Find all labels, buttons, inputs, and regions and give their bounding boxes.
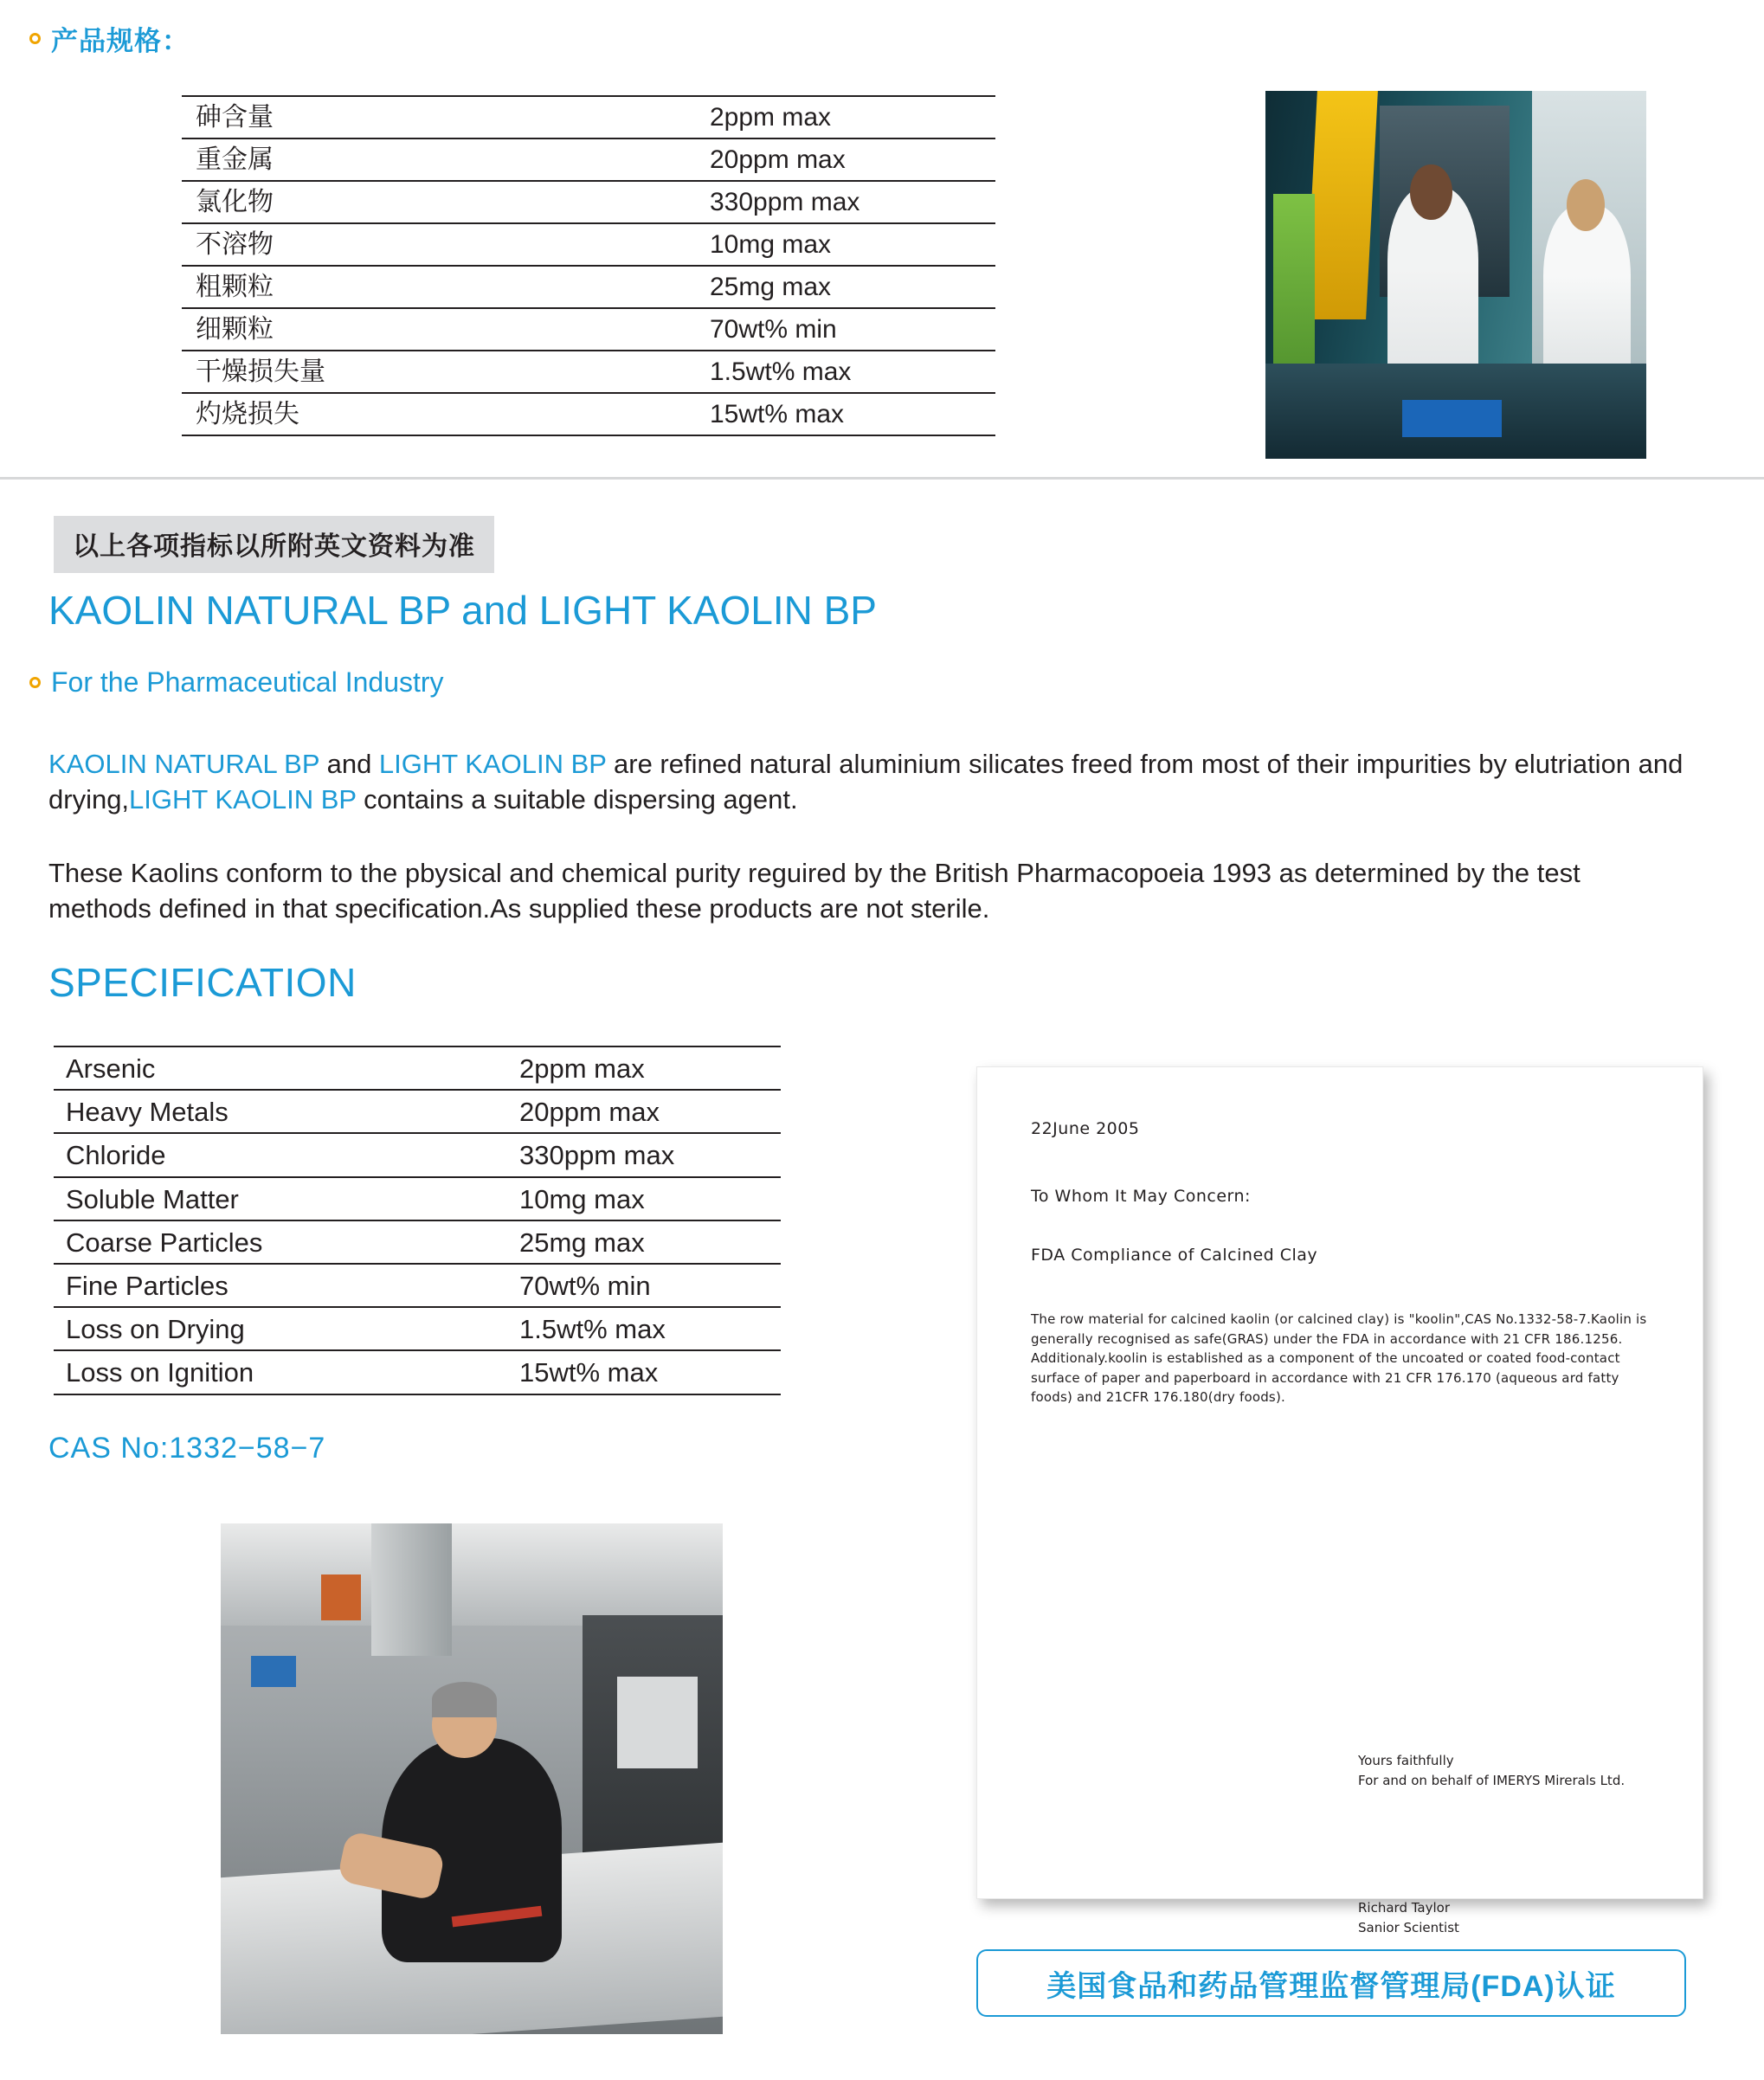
ring-bullet-icon [29, 33, 41, 44]
spec-value: 330ppm max [701, 181, 995, 223]
subtitle-label: For the Pharmaceutical Industry [51, 667, 444, 698]
subtitle-row [29, 667, 444, 699]
table-row [182, 308, 995, 351]
chinese-spec-table [182, 95, 995, 436]
spec-name: Loss on Drying [54, 1307, 512, 1350]
factory-worker-photo [221, 1523, 723, 2034]
letter-signer-role: Sanior Scientist [1358, 1919, 1459, 1935]
chinese-spec-table-wrapper [182, 95, 995, 436]
letter-signoff-line2: For and on behalf of IMERYS Mirerals Ltd. [1358, 1772, 1626, 1788]
spec-name: 干燥损失量 [182, 351, 701, 393]
table-row [182, 138, 995, 181]
table-row [54, 1220, 781, 1264]
product-name-light-kaolin: LIGHT KAOLIN BP [378, 749, 607, 779]
spec-name: Heavy Metals [54, 1090, 512, 1133]
cas-number: CAS No:1332−58−7 [48, 1432, 326, 1465]
table-row [182, 266, 995, 308]
english-spec-table-wrapper [54, 1046, 781, 1395]
specification-title: SPECIFICATION [48, 960, 357, 1005]
page-title: KAOLIN NATURAL BP and LIGHT KAOLIN BP [48, 588, 877, 633]
product-name-light-kaolin-2: LIGHT KAOLIN BP [129, 784, 357, 815]
letter-subject: FDA Compliance of Calcined Clay [1031, 1246, 1318, 1265]
laboratory-photo [1265, 91, 1646, 459]
photo-person-right-head [1567, 179, 1605, 231]
table-row [182, 181, 995, 223]
photo-blue-equipment [1402, 400, 1501, 437]
spec-name: Arsenic [54, 1046, 512, 1090]
letter-signoff-line1: Yours faithfully [1358, 1753, 1454, 1768]
photo-duct [371, 1523, 452, 1656]
chinese-spec-heading [29, 19, 190, 58]
table-row [182, 393, 995, 435]
table-row [182, 351, 995, 393]
chinese-spec-heading-label: 产品规格： [51, 26, 190, 56]
letter-date: 22June 2005 [1031, 1119, 1140, 1138]
intro-paragraph [48, 746, 1684, 817]
paragraph-text: and [319, 749, 379, 779]
spec-value: 25mg max [701, 266, 995, 308]
table-row [54, 1307, 781, 1350]
spec-value: 10mg max [701, 223, 995, 266]
spec-value: 20ppm max [512, 1090, 781, 1133]
spec-value: 1.5wt% max [701, 351, 995, 393]
table-row [54, 1350, 781, 1394]
section-divider [0, 477, 1764, 480]
letter-signoff [1358, 1751, 1625, 1790]
letter-body: The row material for calcined kaolin (or calcined clay) is "koolin",CAS No.1332-58-7.Kaolin is generally recognised as safe(GRAS) under the FDA in accordance with 21 CFR 186.1256. Additionaly.koolin is established as a component of the uncoated or coated food-contact surface of paper and paperboard in accordance with 21 CFR 176.170 (aqueous ard fatty foods) and 21CFR 176.180(dry foods). [1031, 1311, 1647, 1405]
table-row [54, 1133, 781, 1176]
paragraph-text: are refined natural aluminium silicates freed from most of their impurities by elutriation and drying, [48, 749, 1684, 815]
photo-control-panel [617, 1677, 698, 1768]
spec-name: 灼烧损失 [182, 393, 701, 435]
spec-value: 10mg max [512, 1177, 781, 1220]
table-row [54, 1046, 781, 1090]
spec-name: Chloride [54, 1133, 512, 1176]
spec-value: 1.5wt% max [512, 1307, 781, 1350]
photo-person-right [1543, 205, 1631, 382]
letter-signer [1358, 1898, 1459, 1937]
paragraph-text: contains a suitable dispersing agent. [356, 784, 798, 815]
spec-name: Soluble Matter [54, 1177, 512, 1220]
photo-worker-hair [432, 1682, 497, 1717]
table-row [54, 1177, 781, 1220]
spec-name: 细颗粒 [182, 308, 701, 351]
spec-value: 2ppm max [512, 1046, 781, 1090]
letter-signer-name: Richard Taylor [1358, 1900, 1450, 1916]
spec-name: Loss on Ignition [54, 1350, 512, 1394]
photo-ceiling [221, 1523, 723, 1626]
spec-name: Fine Particles [54, 1264, 512, 1307]
spec-value: 15wt% max [701, 393, 995, 435]
fda-letter-document [976, 1066, 1703, 1935]
fda-letter-content [977, 1067, 1703, 1407]
spec-value: 25mg max [512, 1220, 781, 1264]
spec-value: 20ppm max [701, 138, 995, 181]
spec-name: 氯化物 [182, 181, 701, 223]
photo-blue-sign [251, 1656, 296, 1686]
compliance-paragraph: These Kaolins conform to the pbysical and chemical purity reguired by the British Pharmacopoeia 1993 as determined by the test methods defined in that specification.As supplied these products are not sterile. [48, 858, 1581, 924]
spec-value: 70wt% min [512, 1264, 781, 1307]
spec-name: 不溶物 [182, 223, 701, 266]
letter-salutation: To Whom It May Concern: [1031, 1187, 1251, 1206]
chinese-spec-section [0, 0, 1764, 489]
spec-name: 砷含量 [182, 96, 701, 138]
table-row [182, 223, 995, 266]
table-row [54, 1090, 781, 1133]
fda-certification-badge: 美国食品和药品管理监督管理局(FDA)认证 [976, 1949, 1686, 2017]
chinese-note-banner: 以上各项指标以所附英文资料为准 [54, 516, 494, 573]
photo-orange-box [321, 1574, 361, 1620]
spec-name: 粗颗粒 [182, 266, 701, 308]
english-spec-table [54, 1046, 781, 1395]
photo-person-left-head [1410, 164, 1452, 220]
product-name-kaolin-natural: KAOLIN NATURAL BP [48, 749, 319, 779]
spec-value: 70wt% min [701, 308, 995, 351]
spec-name: 重金属 [182, 138, 701, 181]
table-row [182, 96, 995, 138]
spec-name: Coarse Particles [54, 1220, 512, 1264]
ring-bullet-icon [29, 677, 41, 688]
spec-value: 15wt% max [512, 1350, 781, 1394]
spec-value: 2ppm max [701, 96, 995, 138]
spec-value: 330ppm max [512, 1133, 781, 1176]
table-row [54, 1264, 781, 1307]
photo-yellow-column [1305, 91, 1378, 319]
